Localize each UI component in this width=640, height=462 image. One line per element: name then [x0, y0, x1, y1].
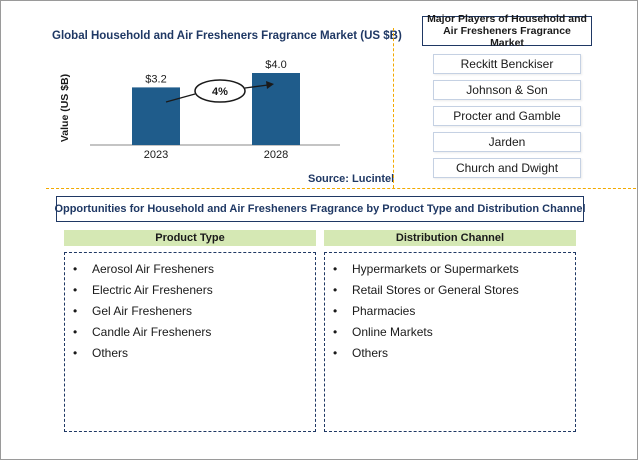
product-type-box — [64, 252, 316, 432]
distribution-channel-header: Distribution Channel — [324, 230, 576, 246]
list-item — [333, 280, 575, 301]
bullet-icon: • — [73, 262, 78, 276]
bullet-icon: • — [333, 304, 338, 318]
y-axis-label: Value (US $B) — [59, 73, 71, 143]
bullet-icon: • — [73, 346, 78, 360]
product-type-item: Others — [92, 346, 129, 360]
product-type-item: Candle Air Fresheners — [92, 325, 212, 339]
growth-label: 4% — [212, 86, 228, 98]
x-tick-label-2028: 2028 — [263, 149, 289, 161]
chart-source: Source: Lucintel — [308, 173, 395, 185]
player-item: Johnson & Son — [433, 80, 581, 100]
bullet-icon: • — [333, 346, 338, 360]
opportunities-title: Opportunities for Household and Air Fresheners Fragrance by Product Type and Distribution Channel — [56, 196, 584, 222]
player-item: Procter and Gamble — [433, 106, 581, 126]
bullet-icon: • — [333, 262, 338, 276]
bullet-icon: • — [73, 283, 78, 297]
data-label-2028: $4.0 — [265, 59, 287, 71]
player-item: Church and Dwight — [433, 158, 581, 178]
list-item — [73, 280, 315, 301]
chart-title: Global Household and Air Fresheners Fragrance Market (US $B) — [52, 30, 402, 42]
distribution-channel-item: Retail Stores or General Stores — [352, 283, 519, 297]
product-type-item: Gel Air Fresheners — [92, 304, 193, 318]
distribution-channel-item: Others — [352, 346, 389, 360]
list-item — [333, 259, 575, 280]
bullet-icon: • — [333, 283, 338, 297]
players-list — [433, 54, 581, 184]
players-title: Major Players of Household and Air Fresheners Fragrance Market — [422, 16, 592, 46]
distribution-channel-item: Online Markets — [352, 325, 433, 339]
bullet-icon: • — [333, 325, 338, 339]
bar-2028 — [252, 73, 300, 145]
data-label-2023: $3.2 — [145, 73, 167, 86]
distribution-channel-item: Hypermarkets or Supermarkets — [352, 262, 519, 276]
list-item — [73, 259, 315, 280]
bar-chart — [40, 48, 370, 168]
product-type-header: Product Type — [64, 230, 316, 246]
product-type-item: Aerosol Air Fresheners — [92, 262, 215, 276]
distribution-channel-item: Pharmacies — [352, 304, 416, 318]
bullet-icon: • — [73, 304, 78, 318]
distribution-channel-box — [324, 252, 576, 432]
x-tick-label-2023: 2023 — [143, 149, 169, 161]
product-type-item: Electric Air Fresheners — [92, 283, 213, 297]
horizontal-divider — [46, 188, 636, 189]
list-item — [73, 322, 315, 343]
list-item — [73, 301, 315, 322]
bullet-icon: • — [73, 325, 78, 339]
list-item — [333, 301, 575, 322]
list-item — [333, 343, 575, 364]
list-item — [73, 343, 315, 364]
player-item: Reckitt Benckiser — [433, 54, 581, 74]
list-item — [333, 322, 575, 343]
player-item: Jarden — [433, 132, 581, 152]
bar-2023 — [132, 87, 180, 145]
vertical-divider — [393, 28, 394, 188]
